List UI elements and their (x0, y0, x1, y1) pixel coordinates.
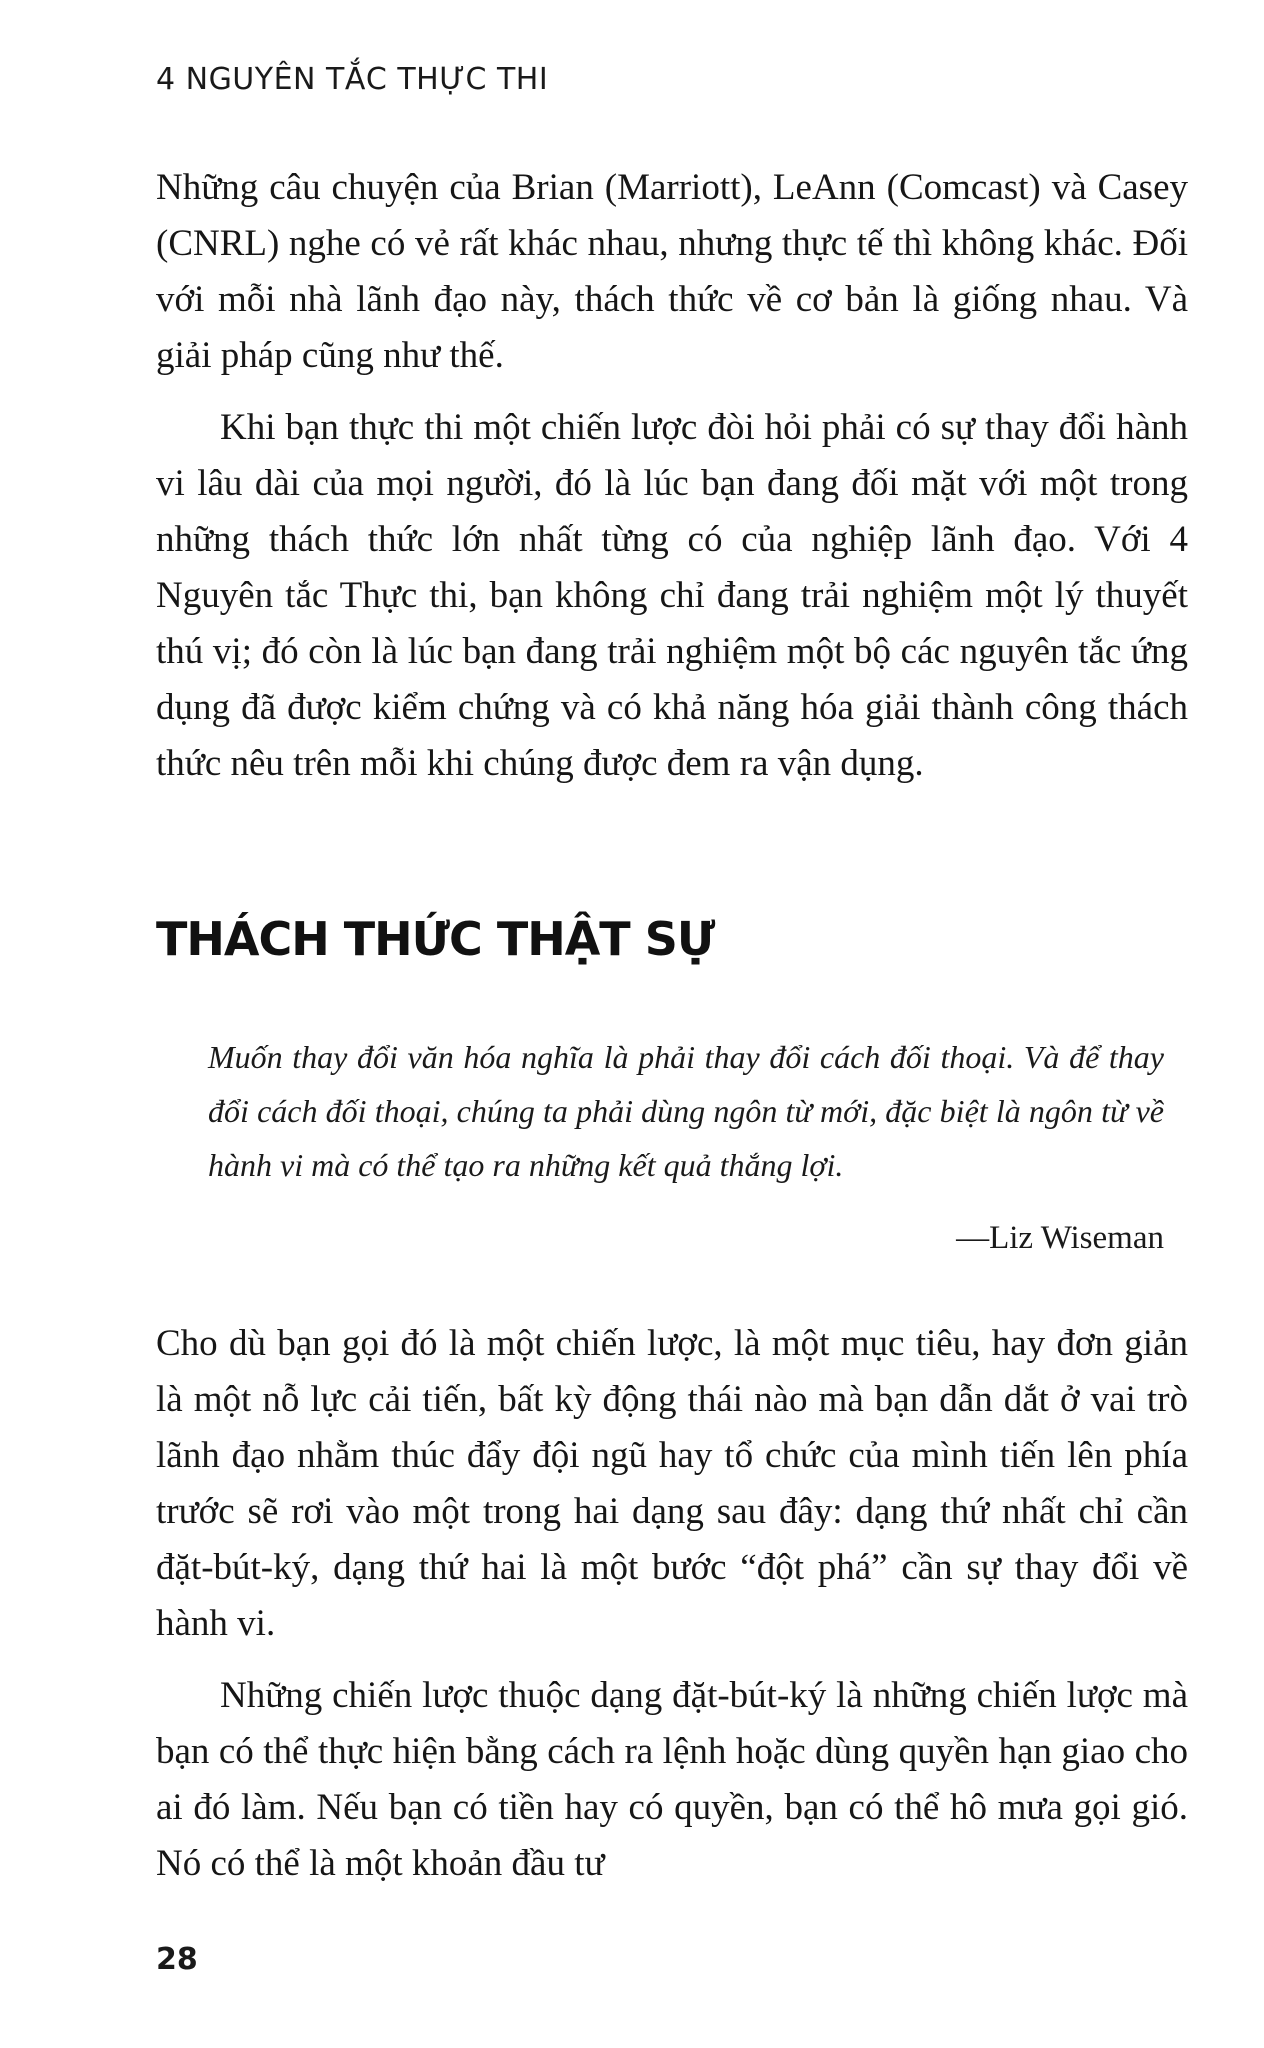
section-heading: THÁCH THỨC THẬT SỰ (156, 912, 715, 966)
running-head: 4 NGUYÊN TẮC THỰC THI (156, 62, 549, 97)
body-paragraph-4 (156, 1668, 1188, 1892)
epigraph-quote: Muốn thay đổi văn hóa nghĩa là phải thay đổi cách đối thoại. Và để thay đổi cách đối thoại, chúng ta phải dùng ngôn từ mới, đặc biệt là ngôn từ về hành vi mà có thể tạo ra những kết quả thắng lợi. (208, 1039, 1164, 1183)
paragraph-text: Cho dù bạn gọi đó là một chiến lược, là một mục tiêu, hay đơn giản là một nỗ lực cải tiến, bất kỳ động thái nào mà bạn dẫn dắt ở vai trò lãnh đạo nhằm thúc đẩy đội ngũ hay tổ chức của mình tiến lên phía trước sẽ rơi vào một trong hai dạng sau đây: dạng thứ nhất chỉ cần đặt-bút-ký, dạng thứ hai là một bước “đột phá” cần sự thay đổi về hành vi. (156, 1323, 1188, 1644)
page-number: 28 (156, 1942, 198, 1977)
body-paragraph-2 (156, 400, 1188, 792)
paragraph-text: Khi bạn thực thi một chiến lược đòi hỏi phải có sự thay đổi hành vi lâu dài của mọi người, đó là lúc bạn đang đối mặt với một trong những thách thức lớn nhất từng có của nghiệp lãnh đạo. Với 4 Nguyên tắc Thực thi, bạn không chỉ đang trải nghiệm một lý thuyết thú vị; đó còn là lúc bạn đang trải nghiệm một bộ các nguyên tắc ứng dụng đã được kiểm chứng và có khả năng hóa giải thành công thách thức nêu trên mỗi khi chúng được đem ra vận dụng. (156, 407, 1188, 784)
body-paragraph-3 (156, 1316, 1188, 1652)
body-paragraph-1 (156, 160, 1188, 384)
epigraph-attribution: —Liz Wiseman (956, 1220, 1164, 1256)
paragraph-text: Những chiến lược thuộc dạng đặt-bút-ký là những chiến lược mà bạn có thể thực hiện bằng cách ra lệnh hoặc dùng quyền hạn giao cho ai đó làm. Nếu bạn có tiền hay có quyền, bạn có thể hô mưa gọi gió. Nó có thể là một khoản đầu tư (156, 1675, 1188, 1884)
paragraph-text: Những câu chuyện của Brian (Marriott), LeAnn (Comcast) và Casey (CNRL) nghe có vẻ rất khác nhau, nhưng thực tế thì không khác. Đối với mỗi nhà lãnh đạo này, thách thức về cơ bản là giống nhau. Và giải pháp cũng như thế. (156, 167, 1188, 376)
